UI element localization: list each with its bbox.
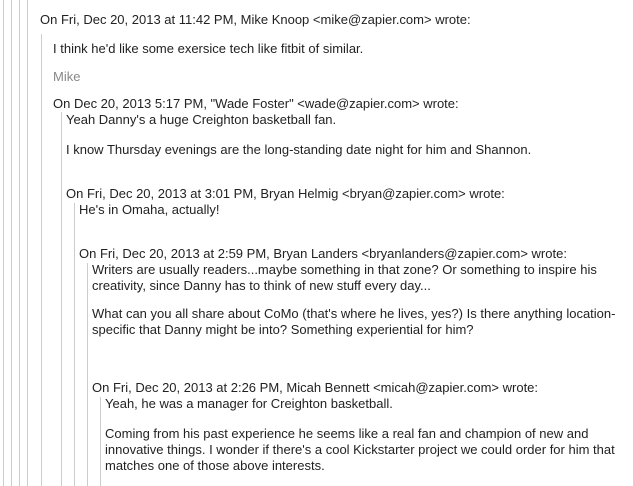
message-body: specific that Danny might be into? Something experiential for him? xyxy=(92,322,474,337)
quote-bar xyxy=(19,0,20,486)
message-body: creativity, since Danny has to think of new stuff every day... xyxy=(92,278,431,293)
quote-bar xyxy=(27,0,28,486)
quote-header: On Fri, Dec 20, 2013 at 2:26 PM, Micah Bennett <micah@zapier.com> wrote: xyxy=(92,380,539,395)
message-body: I think he'd like some exersice tech like fitbit of similar. xyxy=(53,41,364,56)
quote-header: On Fri, Dec 20, 2013 at 11:42 PM, Mike Knoop <mike@zapier.com> wrote: xyxy=(40,12,471,27)
quote-bar xyxy=(41,34,42,486)
quote-header: On Fri, Dec 20, 2013 at 2:59 PM, Bryan Landers <bryanlanders@zapier.com> wrote: xyxy=(79,246,567,261)
quote-bar xyxy=(87,263,88,486)
quote-bar xyxy=(100,397,101,486)
quote-bar xyxy=(3,0,4,486)
message-body: I know Thursday evenings are the long-standing date night for him and Shannon. xyxy=(66,142,532,157)
message-body: He's in Omaha, actually! xyxy=(79,202,220,217)
message-body: Yeah, he was a manager for Creighton basketball. xyxy=(105,396,393,411)
quote-bar xyxy=(74,203,75,486)
message-body: Coming from his past experience he seems like a real fan and champion of new and xyxy=(105,426,589,441)
message-body: innovative things. I wonder if there's a cool Kickstarter project we could order for him that xyxy=(105,442,615,457)
quote-header: On Fri, Dec 20, 2013 at 3:01 PM, Bryan Helmig <bryan@zapier.com> wrote: xyxy=(66,186,505,201)
outer-quote-bars xyxy=(0,0,40,486)
message-body: What can you all share about CoMo (that's where he lives, yes?) Is there anything location- xyxy=(92,306,616,321)
quote-header: On Dec 20, 2013 5:17 PM, "Wade Foster" <wade@zapier.com> wrote: xyxy=(53,96,459,111)
message-body: Writers are usually readers...maybe something in that zone? Or something to inspire his xyxy=(92,262,597,277)
quote-bar xyxy=(61,112,62,486)
message-body: matches one of those above interests. xyxy=(105,458,325,473)
signature: Mike xyxy=(53,69,81,84)
message-body: Yeah Danny's a huge Creighton basketball fan. xyxy=(66,112,337,127)
quote-bar xyxy=(11,0,12,486)
